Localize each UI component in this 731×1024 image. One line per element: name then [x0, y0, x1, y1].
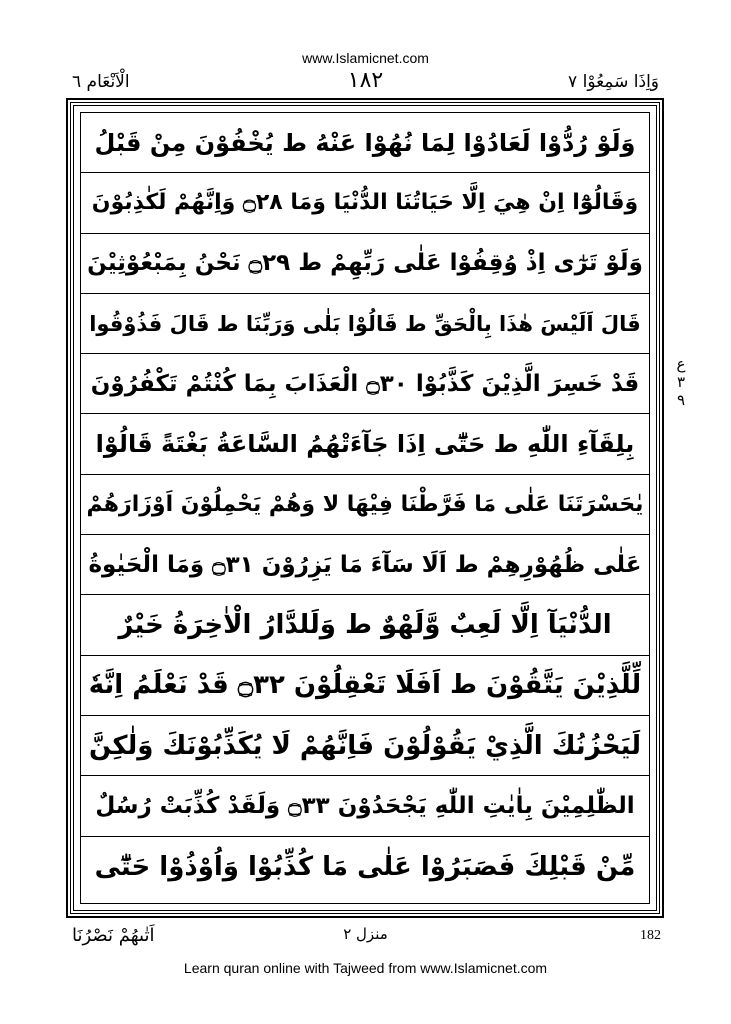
verse-text: لَيَحْزُنُكَ الَّذِيْ يَقُوْلُوْنَ فَاِنَّهُمْ لَا يُكَذِّبُوْنَكَ وَلٰكِنَّ: [89, 730, 641, 761]
verse-text: لِّلَّذِيْنَ يَتَّقُوْنَ ط اَفَلَا تَعْقِلُوْنَ ۝٣٢ قَدْ نَعْلَمُ اِنَّهٗ: [88, 670, 642, 701]
verse-area: [80, 112, 650, 904]
verse-text: وَقَالُوْٓا اِنْ هِيَ اِلَّا حَيَاتُنَا الدُّنْيَا وَمَا ۝٢٨ وَاِنَّهُمْ لَكٰذِبُوْنَ: [91, 190, 639, 216]
verse-line: [81, 415, 649, 475]
verse-text: بِلِقَآءِ اللّٰهِ ط حَتّٰٓى اِذَا جَآءَتْهُمُ السَّاعَةُ بَغْتَةً قَالُوْا: [95, 430, 635, 459]
verse-line: [81, 837, 649, 897]
surah-name: الْاَنْعَام ٦: [72, 72, 130, 92]
verse-line: [81, 173, 649, 233]
verse-line: [81, 294, 649, 354]
juz-name: وَاِذَا سَمِعُوْا ٧: [568, 72, 659, 92]
verse-text: مِّنْ قَبْلِكَ فَصَبَرُوْا عَلٰى مَا كُذِّبُوْا وَاُوْذُوْا حَتّٰٓى: [94, 851, 636, 882]
verse-text: قَالَ اَلَيْسَ هٰذَا بِالْحَقِّ ط قَالُوْا بَلٰى وَرَبِّنَا ط قَالَ فَذُوْقُوا: [89, 311, 641, 336]
verse-text: وَلَوْ رُدُّوْا لَعَادُوْا لِمَا نُهُوْا عَنْهُ ط يُخْفُوْنَ مِنْ قَبْلُ: [94, 128, 636, 157]
verse-line: [81, 475, 649, 535]
page-number: ١٨٢: [347, 68, 384, 93]
verse-text: الدُّنْيَآ اِلَّا لَعِبٌ وَّلَهْوٌ ط وَلَلدَّارُ الْاٰخِرَةُ خَيْرٌ: [118, 610, 612, 641]
manzil-label: منزل ٢: [343, 925, 388, 943]
verse-text: يٰحَسْرَتَنَا عَلٰى مَا فَرَّطْنَا فِيْهَا لا وَهُمْ يَحْمِلُوْنَ اَوْزَارَهُمْ: [86, 491, 644, 517]
verse-line: [81, 234, 649, 294]
verse-line: [81, 354, 649, 414]
verse-text: قَدْ خَسِرَ الَّذِيْنَ كَذَّبُوْا ۝٣٠ الْعَذَابَ بِمَا كُنْتُمْ تَكْفُرُوْنَ: [90, 370, 640, 397]
verse-line: [81, 113, 649, 173]
ruku-marker: ع ٣ ٩: [676, 355, 686, 409]
verse-text: وَلَوْ تَرٰٓى اِذْ وُقِفُوْا عَلٰى رَبِّهِمْ ط ۝٢٩ نَحْنُ بِمَبْعُوْثِيْنَ: [87, 250, 643, 277]
page-frame: [66, 98, 664, 918]
verse-line: [81, 595, 649, 655]
verse-line: [81, 716, 649, 776]
page-number-latin: 182: [640, 928, 661, 943]
verse-text: الظّٰلِمِيْنَ بِاٰيٰتِ اللّٰهِ يَجْحَدُوْنَ ۝٣٣ وَلَقَدْ كُذِّبَتْ رُسُلٌ: [95, 792, 635, 819]
verse-text: عَلٰى ظُهُوْرِهِمْ ط اَلَا سَآءَ مَا يَزِرُوْنَ ۝٣١ وَمَا الْحَيٰوةُ: [88, 551, 642, 578]
footer-site-line: Learn quran online with Tajweed from www.Islamicnet.com: [183, 960, 548, 976]
verse-line: [81, 656, 649, 716]
verse-line: [81, 776, 649, 836]
header-site-url: www.Islamicnet.com: [302, 50, 429, 66]
verse-line: [81, 535, 649, 595]
catchword: اَتٰىهُمْ نَصْرُنَا: [72, 925, 155, 946]
